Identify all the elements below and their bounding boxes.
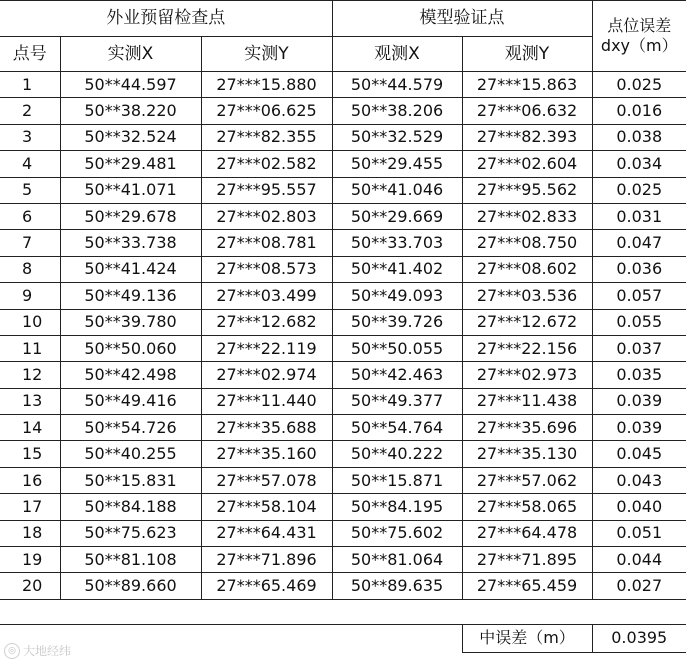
- field-x-cell: 50**40.255: [60, 441, 201, 467]
- error-title-line1: 点位误差: [607, 16, 672, 35]
- model-x-cell: 50**15.871: [332, 467, 462, 493]
- field-x-cell: 50**33.738: [60, 230, 201, 256]
- model-x-cell: 50**50.055: [332, 335, 462, 361]
- point-id-cell: 5: [0, 177, 60, 203]
- field-y-cell: 27***71.896: [201, 547, 332, 573]
- col-header-model-y: 观测Y: [462, 37, 592, 72]
- error-cell: 0.027: [592, 573, 686, 599]
- error-cell: 0.038: [592, 124, 686, 150]
- table-row: [0, 573, 686, 599]
- field-x-cell: 50**54.726: [60, 415, 201, 441]
- model-group-header: 模型验证点: [332, 1, 592, 37]
- model-x-cell: 50**40.222: [332, 441, 462, 467]
- table-row: [0, 494, 686, 520]
- table-row: [0, 230, 686, 256]
- field-y-cell: 27***02.974: [201, 362, 332, 388]
- model-x-cell: 50**42.463: [332, 362, 462, 388]
- point-id-cell: 1: [0, 72, 60, 98]
- table-row: [0, 98, 686, 124]
- error-cell: 0.045: [592, 441, 686, 467]
- summary-row: [0, 624, 686, 652]
- model-y-cell: 27***35.696: [462, 415, 592, 441]
- field-y-cell: 27***06.625: [201, 98, 332, 124]
- error-cell: 0.055: [592, 309, 686, 335]
- table-row: [0, 151, 686, 177]
- field-y-cell: 27***95.557: [201, 177, 332, 203]
- field-x-cell: 50**89.660: [60, 573, 201, 599]
- field-x-cell: 50**75.623: [60, 520, 201, 546]
- point-id-cell: 2: [0, 98, 60, 124]
- model-x-cell: 50**39.726: [332, 309, 462, 335]
- model-y-cell: 27***08.750: [462, 230, 592, 256]
- error-cell: 0.036: [592, 256, 686, 282]
- model-x-cell: 50**84.195: [332, 494, 462, 520]
- logo-icon: ◎: [4, 643, 20, 659]
- field-x-cell: 50**15.831: [60, 467, 201, 493]
- field-x-cell: 50**84.188: [60, 494, 201, 520]
- model-x-cell: 50**49.093: [332, 283, 462, 309]
- table-row: [0, 256, 686, 282]
- blank-cell: [0, 599, 686, 624]
- field-y-cell: 27***57.078: [201, 467, 332, 493]
- model-y-cell: 27***58.065: [462, 494, 592, 520]
- watermark: [4, 642, 71, 659]
- field-x-cell: 50**41.071: [60, 177, 201, 203]
- field-y-cell: 27***08.573: [201, 256, 332, 282]
- point-id-cell: 3: [0, 124, 60, 150]
- model-x-cell: 50**75.602: [332, 520, 462, 546]
- field-y-cell: 27***11.440: [201, 388, 332, 414]
- model-x-cell: 50**29.455: [332, 151, 462, 177]
- col-header-field-y: 实测Y: [201, 37, 332, 72]
- field-x-cell: 50**29.678: [60, 203, 201, 229]
- error-column-header: [592, 1, 686, 72]
- point-id-cell: 14: [0, 415, 60, 441]
- field-y-cell: 27***64.431: [201, 520, 332, 546]
- model-y-cell: 27***06.632: [462, 98, 592, 124]
- col-header-id: 点号: [0, 37, 60, 72]
- point-id-cell: 16: [0, 467, 60, 493]
- field-x-cell: 50**50.060: [60, 335, 201, 361]
- error-cell: 0.037: [592, 335, 686, 361]
- error-cell: 0.025: [592, 72, 686, 98]
- field-y-cell: 27***82.355: [201, 124, 332, 150]
- model-x-cell: 50**49.377: [332, 388, 462, 414]
- table-row: [0, 547, 686, 573]
- error-cell: 0.031: [592, 203, 686, 229]
- model-y-cell: 27***02.973: [462, 362, 592, 388]
- model-y-cell: 27***57.062: [462, 467, 592, 493]
- model-y-cell: 27***82.393: [462, 124, 592, 150]
- model-y-cell: 27***02.833: [462, 203, 592, 229]
- model-x-cell: 50**33.703: [332, 230, 462, 256]
- table-row: [0, 177, 686, 203]
- mean-error-value: 0.0395: [592, 624, 686, 652]
- field-y-cell: 27***65.469: [201, 573, 332, 599]
- model-y-cell: 27***02.604: [462, 151, 592, 177]
- model-y-cell: 27***64.478: [462, 520, 592, 546]
- field-y-cell: 27***15.880: [201, 72, 332, 98]
- field-x-cell: 50**32.524: [60, 124, 201, 150]
- field-group-header: 外业预留检查点: [0, 1, 332, 37]
- model-x-cell: 50**41.046: [332, 177, 462, 203]
- model-x-cell: 50**44.579: [332, 72, 462, 98]
- error-title-line2: dxy（m）: [600, 36, 678, 55]
- model-y-cell: 27***15.863: [462, 72, 592, 98]
- table-row: [0, 283, 686, 309]
- point-id-cell: 18: [0, 520, 60, 546]
- table-row: [0, 203, 686, 229]
- model-x-cell: 50**89.635: [332, 573, 462, 599]
- table-row: [0, 520, 686, 546]
- model-y-cell: 27***35.130: [462, 441, 592, 467]
- point-id-cell: 4: [0, 151, 60, 177]
- model-y-cell: 27***22.156: [462, 335, 592, 361]
- point-id-cell: 6: [0, 203, 60, 229]
- model-y-cell: 27***71.895: [462, 547, 592, 573]
- field-y-cell: 27***35.160: [201, 441, 332, 467]
- field-y-cell: 27***35.688: [201, 415, 332, 441]
- field-y-cell: 27***02.803: [201, 203, 332, 229]
- blank-row: [0, 599, 686, 624]
- field-y-cell: 27***22.119: [201, 335, 332, 361]
- table-row: [0, 467, 686, 493]
- table-row: [0, 335, 686, 361]
- table-row: [0, 415, 686, 441]
- field-y-cell: 27***08.781: [201, 230, 332, 256]
- table-row: [0, 362, 686, 388]
- error-cell: 0.043: [592, 467, 686, 493]
- field-y-cell: 27***03.499: [201, 283, 332, 309]
- model-x-cell: 50**81.064: [332, 547, 462, 573]
- error-cell: 0.034: [592, 151, 686, 177]
- table-row: [0, 388, 686, 414]
- model-y-cell: 27***95.562: [462, 177, 592, 203]
- model-y-cell: 27***11.438: [462, 388, 592, 414]
- error-cell: 0.051: [592, 520, 686, 546]
- field-x-cell: 50**49.416: [60, 388, 201, 414]
- error-cell: 0.044: [592, 547, 686, 573]
- error-cell: 0.035: [592, 362, 686, 388]
- model-y-cell: 27***08.602: [462, 256, 592, 282]
- col-header-model-x: 观测X: [332, 37, 462, 72]
- model-x-cell: 50**29.669: [332, 203, 462, 229]
- model-y-cell: 27***12.672: [462, 309, 592, 335]
- error-cell: 0.057: [592, 283, 686, 309]
- header-row-groups: [0, 1, 686, 37]
- point-id-cell: 15: [0, 441, 60, 467]
- table-row: [0, 441, 686, 467]
- field-x-cell: 50**41.424: [60, 256, 201, 282]
- error-cell: 0.039: [592, 388, 686, 414]
- mean-error-label: 中误差（m）: [462, 624, 592, 652]
- point-id-cell: 11: [0, 335, 60, 361]
- point-id-cell: 20: [0, 573, 60, 599]
- table-row: [0, 309, 686, 335]
- field-x-cell: 50**42.498: [60, 362, 201, 388]
- field-x-cell: 50**38.220: [60, 98, 201, 124]
- header-row-columns: [0, 37, 686, 72]
- point-id-cell: 17: [0, 494, 60, 520]
- error-cell: 0.016: [592, 98, 686, 124]
- watermark-text: 大地经纬: [23, 644, 72, 658]
- model-x-cell: 50**32.529: [332, 124, 462, 150]
- point-id-cell: 10: [0, 309, 60, 335]
- field-y-cell: 27***58.104: [201, 494, 332, 520]
- error-cell: 0.040: [592, 494, 686, 520]
- field-y-cell: 27***12.682: [201, 309, 332, 335]
- point-id-cell: 8: [0, 256, 60, 282]
- point-id-cell: 12: [0, 362, 60, 388]
- model-y-cell: 27***03.536: [462, 283, 592, 309]
- col-header-field-x: 实测X: [60, 37, 201, 72]
- field-x-cell: 50**44.597: [60, 72, 201, 98]
- field-y-cell: 27***02.582: [201, 151, 332, 177]
- error-cell: 0.039: [592, 415, 686, 441]
- table-row: [0, 72, 686, 98]
- model-x-cell: 50**54.764: [332, 415, 462, 441]
- point-id-cell: 13: [0, 388, 60, 414]
- field-x-cell: 50**81.108: [60, 547, 201, 573]
- error-cell: 0.047: [592, 230, 686, 256]
- field-x-cell: 50**29.481: [60, 151, 201, 177]
- model-x-cell: 50**41.402: [332, 256, 462, 282]
- model-x-cell: 50**38.206: [332, 98, 462, 124]
- error-cell: 0.025: [592, 177, 686, 203]
- field-x-cell: 50**49.136: [60, 283, 201, 309]
- point-id-cell: 9: [0, 283, 60, 309]
- table-row: [0, 124, 686, 150]
- point-id-cell: 19: [0, 547, 60, 573]
- model-y-cell: 27***65.459: [462, 573, 592, 599]
- point-id-cell: 7: [0, 230, 60, 256]
- field-x-cell: 50**39.780: [60, 309, 201, 335]
